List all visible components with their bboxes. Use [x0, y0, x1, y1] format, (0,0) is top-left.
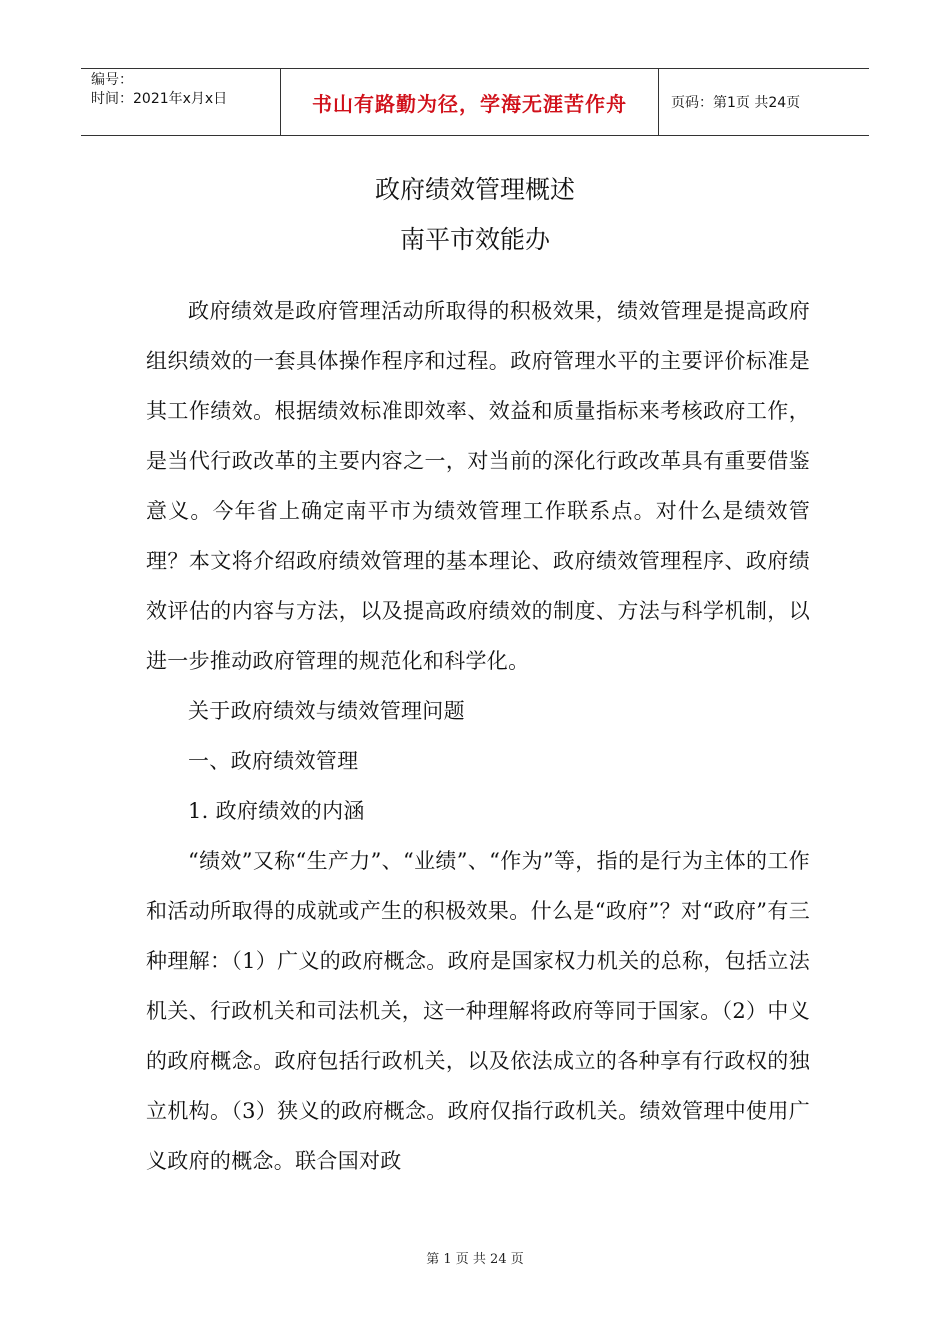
- header-motto: 书山有路勤为径，学海无涯苦作舟: [281, 69, 659, 135]
- paragraph-intro: 政府绩效是政府管理活动所取得的积极效果，绩效管理是提高政府组织绩效的一套具体操作程序和过程。政府管理水平的主要评价标准是其工作绩效。根据绩效标准即效率、效益和质量指标来考核政府工作，是当代行政改革的主要内容之一，对当前的深化行政改革具有重要借鉴意义。今年省上确定南平市为绩效管理工作联系点。对什么是绩效管理？本文将介绍政府绩效管理的基本理论、政府绩效管理程序、政府绩效评估的内容与方法，以及提高政府绩效的制度、方法与科学机制，以进一步推动政府管理的规范化和科学化。: [146, 299, 810, 673]
- section-heading: 关于政府绩效与绩效管理问题: [188, 699, 465, 723]
- document-subtitle: 南平市效能办: [399, 225, 550, 254]
- page-footer: 第 1 页 共 24 页: [426, 1252, 524, 1267]
- time-label: 时间：2021年x月x日: [91, 91, 228, 107]
- paragraph-definition: “绩效”又称“生产力”、“业绩”、“作为”等，指的是行为主体的工作和活动所取得的成就或产生的积极效果。什么是“政府”？对“政府”有三种理解：（1）广义的政府概念。政府是国家权力机关的总称，包括立法机关、行政机关和司法机关，这一种理解将政府等同于国家。（2）中义的政府概念。政府包括行政机关，以及依法成立的各种享有行政权的独立机构。（3）狭义的政府概念。政府仅指行政机关。绩效管理中使用广义政府的概念。联合国对政: [146, 849, 810, 1173]
- number-label: 编号：: [91, 72, 133, 88]
- header-page-info: 页码：第1页 共24页: [671, 95, 801, 111]
- document-header: [81, 68, 869, 136]
- document-body: [146, 286, 810, 1186]
- subsection-heading: 1. 政府绩效的内涵: [188, 799, 365, 823]
- document-title: 政府绩效管理概述: [374, 175, 575, 204]
- header-meta: [81, 69, 281, 135]
- chapter-heading: 一、政府绩效管理: [188, 749, 359, 773]
